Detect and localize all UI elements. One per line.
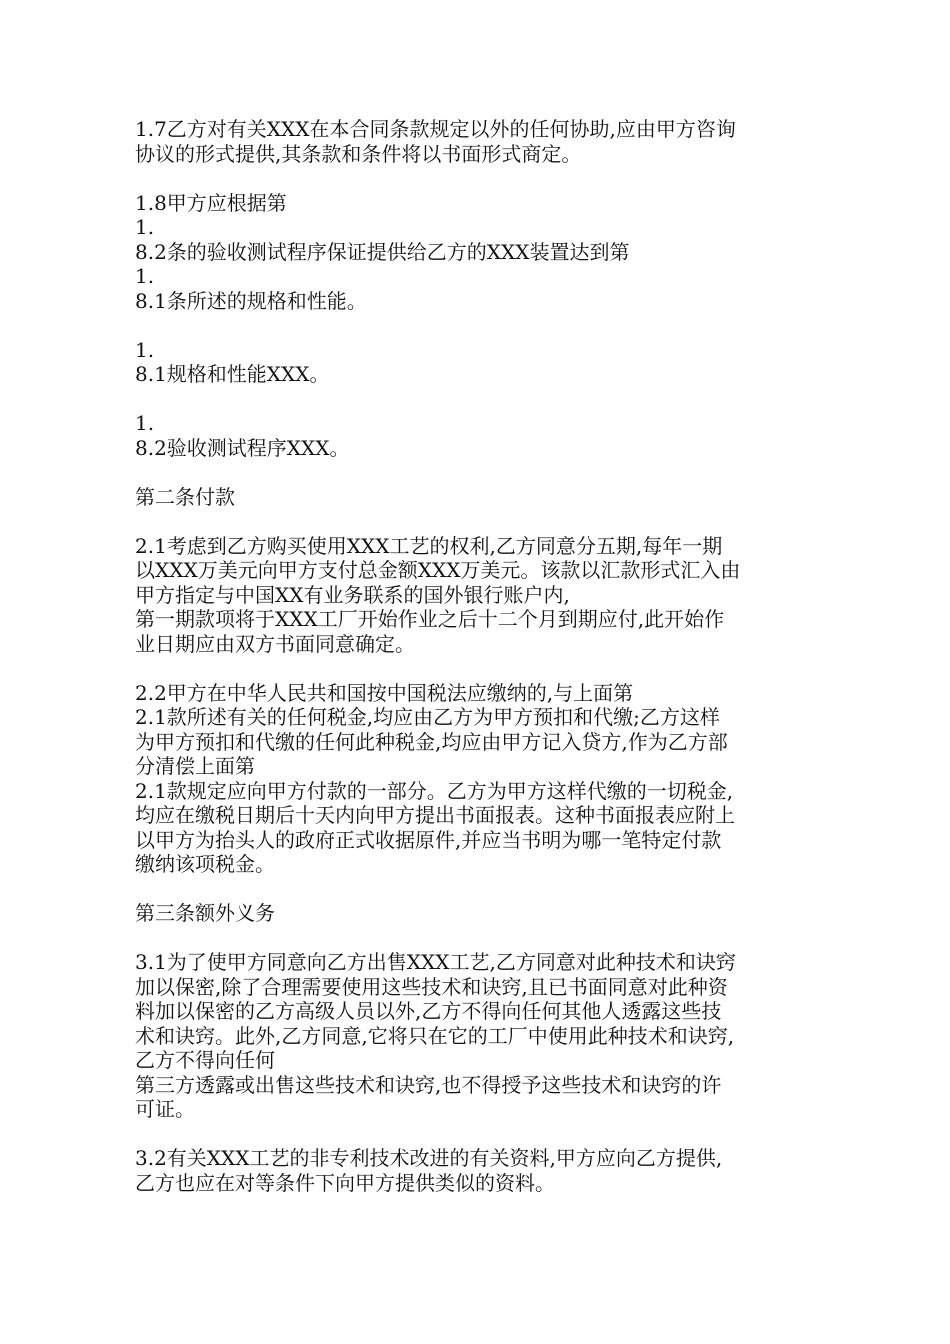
text-line: 以XXX万美元向甲方支付总金额XXX万美元。该款以汇款形式汇入由	[135, 558, 741, 582]
text-line: 1.	[135, 337, 155, 362]
text-line: 可证。	[135, 1097, 195, 1121]
paragraph	[135, 411, 825, 460]
paragraph	[135, 117, 825, 166]
text-line: 8.1条所述的规格和性能。	[135, 288, 367, 313]
text-line: 8.2验收测试程序XXX。	[135, 435, 350, 460]
text-line: 术和诀窍。此外,乙方同意,它将只在它的工厂中使用此种技术和诀窍,	[135, 1023, 735, 1048]
text-line: 第三条额外义务	[135, 901, 275, 925]
text-line: 甲方指定与中国XX有业务联系的国外银行账户内,	[135, 582, 570, 607]
text-line: 1.	[135, 215, 155, 239]
text-line: 1.8甲方应根据第	[135, 190, 287, 215]
text-line: 以甲方为抬头人的政府正式收据原件,并应当书明为哪一笔特定付款	[135, 827, 722, 852]
text-line: 1.7乙方对有关XXX在本合同条款规定以外的任何协助,应由甲方咨询	[135, 117, 736, 141]
text-line: 第一期款项将于XXX工厂开始作业之后十二个月到期应付,此开始作	[135, 607, 725, 631]
text-line: 2.2甲方在中华人民共和国按中国税法应缴纳的,与上面第	[135, 680, 634, 705]
text-line: 业日期应由双方书面同意确定。	[135, 631, 415, 656]
text-line: 3.1为了使甲方同意向乙方出售XXX工艺,乙方同意对此种技术和诀窍	[135, 950, 736, 974]
document-body	[135, 117, 825, 1220]
text-line: 乙方不得向任何	[135, 1048, 275, 1072]
paragraph	[135, 338, 825, 387]
text-line: 2.1款规定应向甲方付款的一部分。乙方为甲方这样代缴的一切税金,	[135, 778, 734, 803]
text-line: 2.1款所述有关的任何税金,均应由乙方为甲方预扣和代缴;乙方这样	[135, 705, 720, 729]
text-line: 加以保密,除了合理需要使用这些技术和诀窍,且已书面同意对此种资	[135, 974, 728, 999]
paragraph	[135, 681, 825, 877]
paragraph	[135, 1146, 825, 1195]
text-line: 缴纳该项税金。	[135, 852, 275, 876]
text-line: 乙方也应在对等条件下向甲方提供类似的资料。	[135, 1170, 555, 1195]
paragraph	[135, 485, 825, 510]
text-line: 为甲方预扣和代缴的任何此种税金,均应由甲方记入贷方,作为乙方部	[135, 729, 728, 754]
text-line: 2.1考虑到乙方购买使用XXX工艺的权利,乙方同意分五期,每年一期	[135, 533, 723, 558]
text-line: 料加以保密的乙方高级人员以外,乙方不得向任何其他人透露这些技	[135, 999, 722, 1023]
paragraph	[135, 950, 825, 1122]
text-line: 第二条付款	[135, 484, 235, 509]
text-line: 3.2有关XXX工艺的非专利技术改进的有关资料,甲方应向乙方提供,	[135, 1146, 723, 1170]
text-line: 协议的形式提供,其条款和条件将以书面形式商定。	[135, 141, 582, 166]
paragraph	[135, 191, 825, 314]
text-line: 第三方透露或出售这些技术和诀窍,也不得授予这些技术和诀窍的许	[135, 1072, 722, 1097]
paragraph	[135, 901, 825, 926]
text-line: 均应在缴税日期后十天内向甲方提出书面报表。这种书面报表应附上	[135, 803, 735, 827]
text-line: 8.1规格和性能XXX。	[135, 362, 330, 386]
text-line: 1.	[135, 264, 155, 288]
text-line: 1.	[135, 411, 155, 435]
text-line: 8.2条的验收测试程序保证提供给乙方的XXX装置达到第	[135, 239, 630, 264]
text-line: 分清偿上面第	[135, 754, 255, 778]
paragraph	[135, 534, 825, 657]
